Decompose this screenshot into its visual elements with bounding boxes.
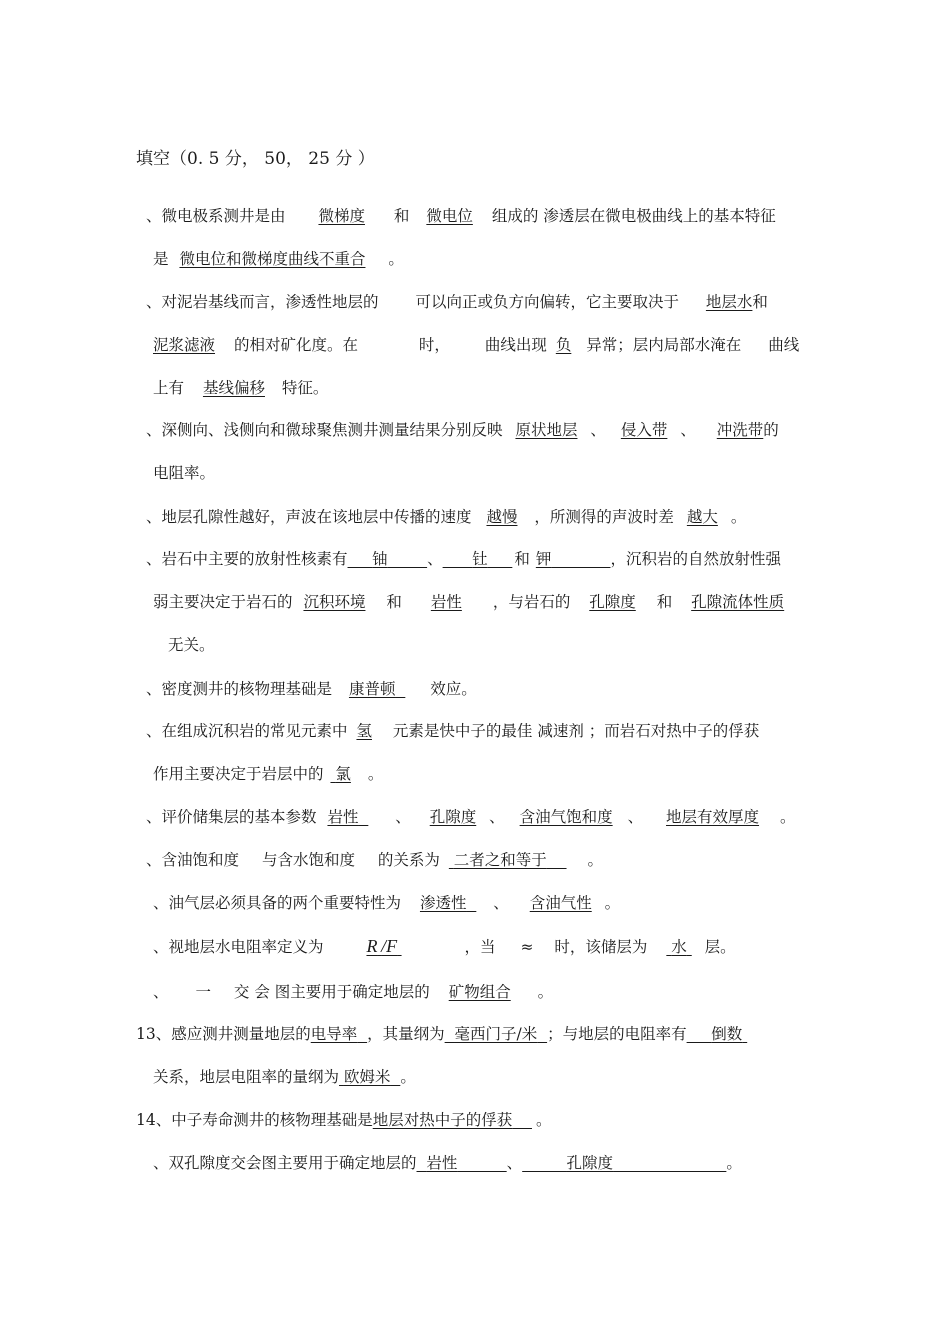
answer-text: 水 bbox=[671, 938, 687, 956]
answer bbox=[339, 1068, 400, 1086]
formula-r: R bbox=[366, 936, 378, 956]
text: 、 bbox=[395, 808, 411, 826]
answer: 越大 bbox=[686, 508, 718, 526]
text: 13、感应测井测量地层的 bbox=[136, 1025, 311, 1043]
text: 一 bbox=[195, 983, 211, 1001]
question-10-line-1 bbox=[153, 893, 620, 913]
text: 和 bbox=[386, 593, 402, 611]
text: 、 bbox=[627, 808, 644, 826]
text: 的相对矿化度。在 bbox=[233, 336, 358, 354]
question-8-line-1 bbox=[146, 807, 796, 827]
text: 作用主要决定于岩层中的 bbox=[153, 765, 324, 783]
text: 、 bbox=[427, 550, 443, 568]
answer: 侵入带 bbox=[620, 421, 668, 439]
text: 、岩石中主要的放射性核素有 bbox=[146, 550, 348, 568]
text: 、 bbox=[590, 421, 606, 439]
text: 、含油饱和度 bbox=[146, 851, 240, 869]
text: 。 bbox=[587, 851, 603, 869]
question-2-line-3 bbox=[153, 378, 328, 398]
text: 。 bbox=[730, 508, 747, 526]
text: 曲线 bbox=[768, 336, 800, 354]
answer: 地层水 bbox=[705, 293, 753, 311]
text: 。 bbox=[604, 894, 621, 912]
answer: 孔隙度 bbox=[589, 593, 636, 611]
answer bbox=[522, 1154, 726, 1172]
text: ，所测得的声波时差 bbox=[534, 508, 674, 526]
text: 、 bbox=[493, 894, 509, 912]
formula-rw bbox=[366, 936, 401, 956]
text: 组成的 渗透层在微电极曲线上的基本特征 bbox=[491, 207, 776, 225]
text: 曲线出现 bbox=[484, 336, 547, 354]
text: 、 bbox=[680, 421, 696, 439]
text: 、评价储集层的基本参数 bbox=[146, 808, 317, 826]
answer bbox=[443, 550, 513, 568]
answer bbox=[536, 550, 611, 568]
answer bbox=[449, 851, 567, 869]
question-13-line-2 bbox=[153, 1067, 416, 1087]
text: 和 bbox=[393, 207, 410, 225]
question-14-line-1 bbox=[136, 1110, 551, 1130]
text: 。 bbox=[367, 765, 384, 783]
text: 特征。 bbox=[281, 379, 329, 397]
text: 效应。 bbox=[430, 680, 477, 698]
answer bbox=[420, 894, 476, 912]
answer-text: 钍 bbox=[472, 550, 488, 568]
answer: 含油气性 bbox=[529, 894, 592, 912]
question-6-line-1 bbox=[146, 679, 477, 699]
answer bbox=[330, 765, 350, 783]
text: 、深侧向、浅侧向和微球聚焦测井测量结果分别反映 bbox=[146, 421, 503, 439]
question-15-line-1 bbox=[153, 1153, 742, 1173]
question-7-line-1 bbox=[146, 721, 759, 741]
text: 上有 bbox=[153, 379, 185, 397]
text: 、地层孔隙性越好，声波在该地层中传播的速度 bbox=[146, 508, 472, 526]
answer bbox=[687, 1025, 748, 1043]
answer: 地层有效厚度 bbox=[666, 808, 760, 826]
text: 14、中子寿命测井的核物理基础是 bbox=[136, 1111, 373, 1129]
answer: 氢 bbox=[356, 722, 372, 740]
text: 的关系为 bbox=[377, 851, 440, 869]
question-3-line-2 bbox=[153, 463, 215, 483]
question-5-line-2 bbox=[153, 592, 784, 612]
question-3-line-1 bbox=[146, 420, 779, 440]
text: 和 bbox=[656, 593, 673, 611]
text: 元素是快中子的最佳 减速剂 ；而岩石对热中子的俘获 bbox=[392, 722, 760, 740]
answer: 冲洗带 bbox=[716, 421, 764, 439]
text: 、 bbox=[153, 983, 169, 1001]
text: 与含水饱和度 bbox=[261, 851, 355, 869]
question-12-line-1 bbox=[153, 982, 553, 1002]
question-1-line-1 bbox=[146, 206, 776, 226]
answer-text: 钾 bbox=[535, 550, 552, 568]
answer: 微电位和微梯度曲线不重合 bbox=[179, 250, 366, 268]
question-7-line-2 bbox=[153, 764, 383, 784]
text: 和 bbox=[514, 550, 530, 568]
text: 、视地层水电阻率定义为 bbox=[153, 938, 324, 956]
answer-text: 欧姆米 bbox=[343, 1068, 391, 1086]
question-2-line-1 bbox=[146, 292, 768, 312]
answer: 孔隙度 bbox=[429, 808, 477, 826]
answer: 负 bbox=[555, 336, 572, 354]
question-9-line-1 bbox=[146, 850, 603, 870]
text: 是 bbox=[153, 250, 169, 268]
answer: 基线偏移 bbox=[202, 379, 265, 397]
text: 、对泥岩基线而言，渗透性地层的 bbox=[146, 293, 379, 311]
answer: 沉积环境 bbox=[303, 593, 366, 611]
text: 、微电极系测井是由 bbox=[146, 207, 286, 225]
question-13-line-1 bbox=[136, 1024, 747, 1044]
text: 和 bbox=[752, 293, 768, 311]
answer-text: 岩性 bbox=[327, 808, 359, 826]
answer bbox=[348, 550, 428, 568]
answer-text: 电导率 bbox=[310, 1025, 358, 1043]
text: 。 bbox=[779, 808, 796, 826]
text: 、 bbox=[489, 808, 505, 826]
answer-text: 渗透性 bbox=[419, 894, 467, 912]
answer: 岩性 bbox=[430, 593, 462, 611]
answer bbox=[666, 938, 691, 956]
text: 、密度测井的核物理基础是 bbox=[146, 680, 333, 698]
answer bbox=[349, 680, 405, 698]
text: 交 会 图主要用于确定地层的 bbox=[233, 983, 430, 1001]
text: 弱主要决定于岩石的 bbox=[153, 593, 293, 611]
answer bbox=[327, 808, 368, 826]
text: ，与岩石的 bbox=[492, 593, 571, 611]
answer: 泥浆滤液 bbox=[153, 336, 216, 354]
text: 。 bbox=[388, 250, 404, 268]
formula-f: /F bbox=[381, 936, 398, 956]
question-5-line-1 bbox=[146, 549, 781, 569]
answer-text: 铀 bbox=[372, 550, 388, 568]
question-2-line-2 bbox=[153, 335, 799, 355]
answer: 微梯度 bbox=[318, 207, 365, 225]
answer-text: 康普顿 bbox=[348, 680, 396, 698]
text: 无关。 bbox=[168, 636, 215, 654]
text: 电阻率。 bbox=[153, 464, 216, 482]
text: ，当 bbox=[464, 938, 496, 956]
text: 的 bbox=[763, 421, 779, 439]
answer-text: 二者之和等于 bbox=[453, 851, 547, 869]
answer-text: 氯 bbox=[335, 765, 351, 783]
text: ，沉积岩的自然放射性强 bbox=[610, 550, 781, 568]
text: 可以向正或负方向偏转，它主要取决于 bbox=[415, 293, 679, 311]
text: 。 bbox=[537, 983, 554, 1001]
question-5-line-3 bbox=[168, 635, 215, 655]
answer: 含油气饱和度 bbox=[519, 808, 613, 826]
answer: 矿物组合 bbox=[448, 983, 511, 1001]
answer: 越慢 bbox=[486, 508, 518, 526]
answer-text: 倒数 bbox=[711, 1025, 743, 1043]
text: 关系，地层电阻率的量纲为 bbox=[153, 1068, 340, 1086]
answer bbox=[417, 1154, 507, 1172]
question-1-line-2 bbox=[153, 249, 404, 269]
answer-text: 地层对热中子的俘获 bbox=[372, 1111, 513, 1129]
text: 异常；层内局部水淹在 bbox=[586, 336, 742, 354]
answer-text: 孔隙度 bbox=[566, 1154, 614, 1172]
answer bbox=[311, 1025, 367, 1043]
text: 、在组成沉积岩的常见元素中 bbox=[146, 722, 348, 740]
question-11-line-1 bbox=[153, 936, 736, 957]
answer bbox=[445, 1025, 547, 1043]
answer: 孔隙流体性质 bbox=[691, 593, 785, 611]
approx-symbol: ≈ bbox=[520, 938, 534, 956]
text: ，其量纲为 bbox=[367, 1025, 445, 1043]
answer-text: 岩性 bbox=[426, 1154, 458, 1172]
text: 时，该储层为 bbox=[554, 938, 648, 956]
text: 。 bbox=[535, 1111, 552, 1129]
answer: 微电位 bbox=[426, 207, 473, 225]
answer-text: 毫西门子/米 bbox=[454, 1025, 538, 1043]
answer: 原状地层 bbox=[515, 421, 578, 439]
text: 。 bbox=[400, 1068, 416, 1086]
answer bbox=[373, 1111, 532, 1129]
text: 时， bbox=[418, 336, 450, 354]
question-4-line-1 bbox=[146, 507, 746, 527]
text: ；与地层的电阻率有 bbox=[547, 1025, 687, 1043]
text: 、 bbox=[506, 1154, 523, 1172]
text: 、双孔隙度交会图主要用于确定地层的 bbox=[153, 1154, 417, 1172]
text: 层。 bbox=[704, 938, 736, 956]
text: 、油气层必须具备的两个重要特性为 bbox=[153, 894, 402, 912]
text: 。 bbox=[726, 1154, 742, 1172]
section-title: 填空（0. 5 分， 50， 25 分 ） bbox=[136, 149, 375, 169]
